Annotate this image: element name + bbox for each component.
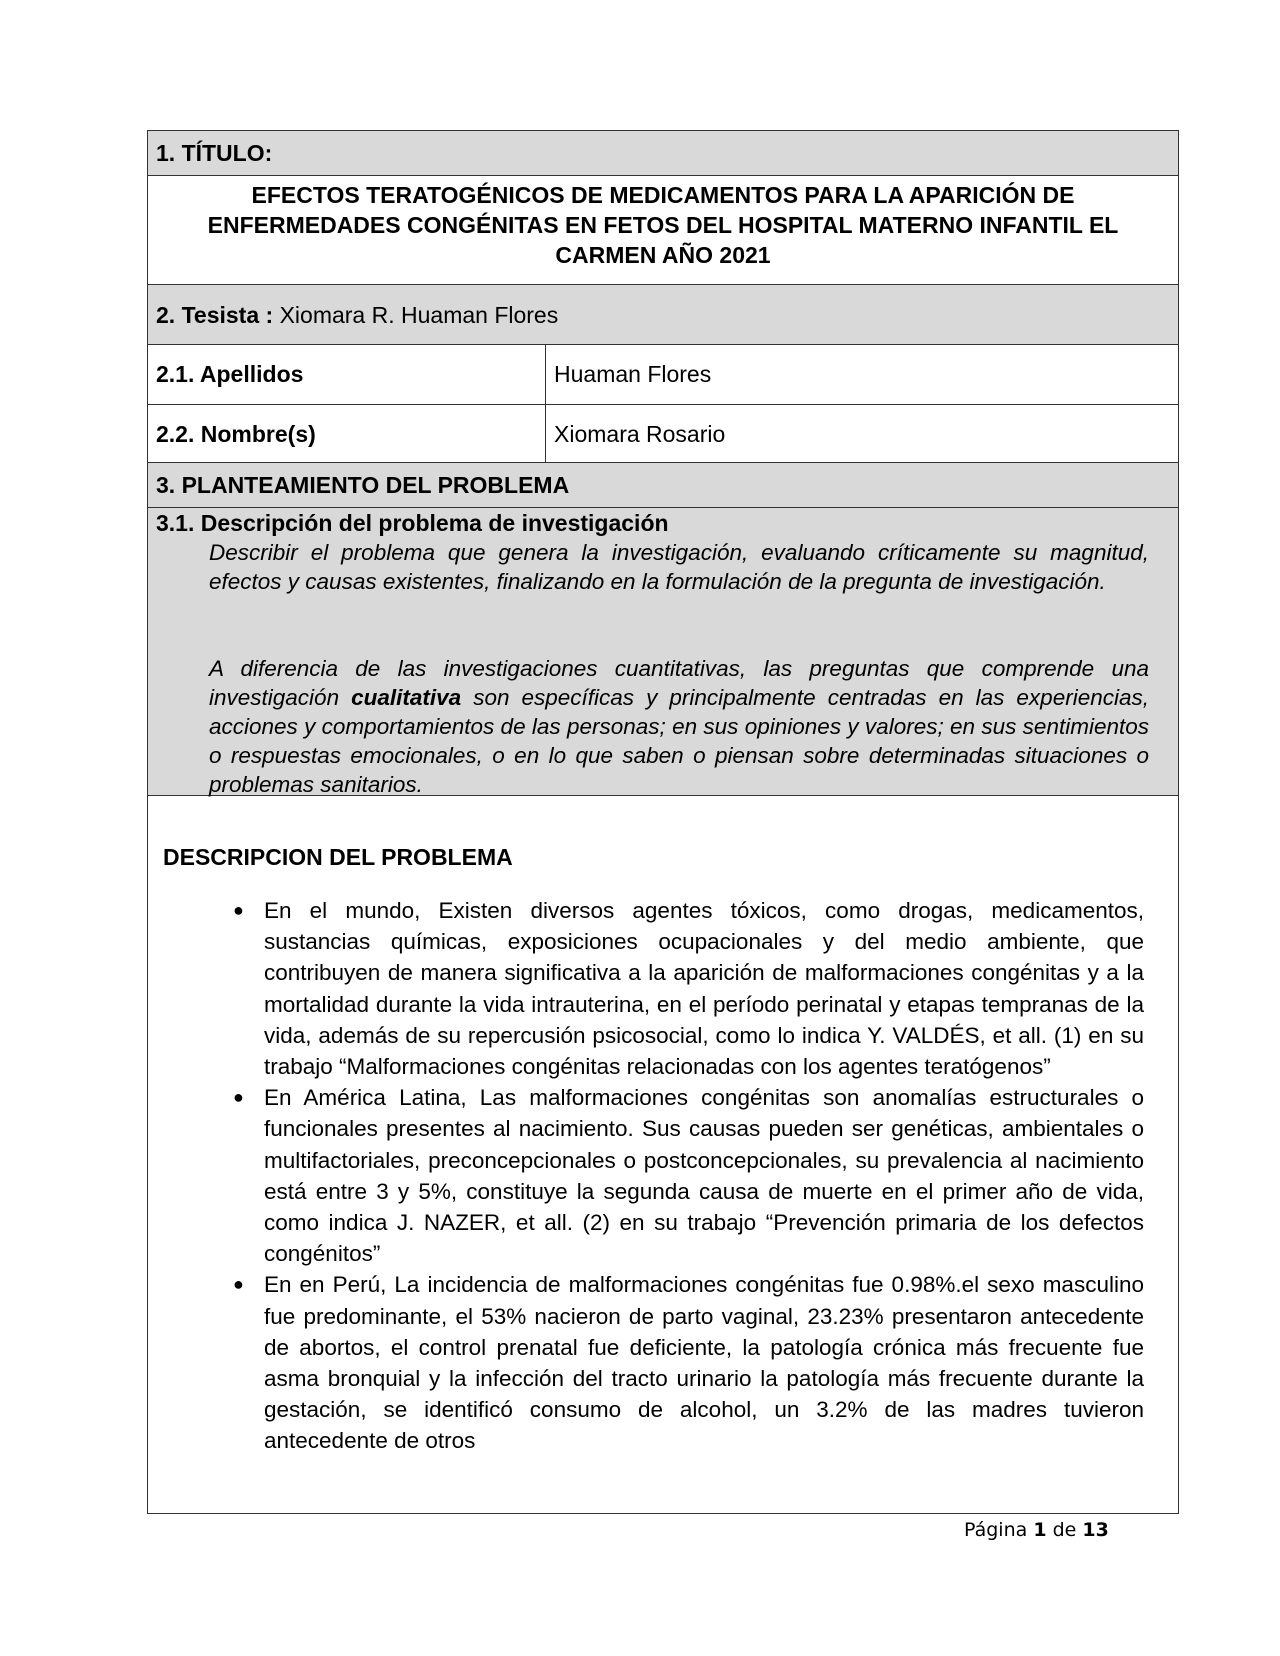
bullet-icon: ● (233, 1274, 244, 1295)
page-current: 1 (1033, 1519, 1047, 1541)
nombres-value-cell (546, 405, 1178, 462)
apellidos-value-cell (546, 345, 1178, 404)
tesista-line (156, 302, 558, 329)
tesista-row (148, 285, 1178, 345)
nombres-label-cell (148, 405, 546, 462)
instruction-2-end: son específicas y principalmente centradas en las experiencias, acciones y comportamientos de las personas; en sus opiniones y valores; en sus sentimientos o respuestas emocionales, o en lo que saben o piensan sobre determinadas situaciones o problemas sanitarios. (209, 685, 1149, 797)
descripcion-sub-label: 3.1. Descripción del problema de investigación (156, 510, 669, 536)
research-title: EFECTOS TERATOGÉNICOS DE MEDICAMENTOS PARA LA APARICIÓN DE ENFERMEDADES CONGÉNITAS EN FETOS DEL HOSPITAL MATERNO INFANTIL EL CARMEN AÑO 2021 (207, 182, 1119, 268)
apellidos-label-cell (148, 345, 546, 404)
instruction-2-bold: cualitativa (351, 685, 462, 710)
document-table (147, 130, 1179, 1514)
planteamiento-label: 3. PLANTEAMIENTO DEL PROBLEMA (156, 472, 570, 498)
list-item (233, 1269, 1144, 1456)
page-total: 13 (1082, 1519, 1109, 1541)
bullet-icon: ● (233, 900, 244, 920)
description-body (148, 796, 1178, 1514)
bullet-text: En América Latina, Las malformaciones congénitas son anomalías estructurales o funcionales presentes al nacimiento. Sus causas pueden ser genéticas, ambientales o multifactoriales, preconcepcionales o postconcepcionales, su prevalencia al nacimiento está entre 3 y 5%, constituye la segunda causa de muerte en el primer año de vida, como indica J. NAZER, et all. (2) en su trabajo “Prevención primaria de los defectos congénitos” (264, 1085, 1144, 1267)
descripcion-instructions-row (148, 508, 1178, 796)
instruction-2-start: A diferencia de las investigaciones cuantitativas, las preguntas que comprende una investigación (209, 656, 1149, 710)
nombres-label: 2.2. Nombre(s) (156, 421, 316, 447)
nombres-row (148, 405, 1178, 463)
page-word: Página (964, 1519, 1028, 1541)
list-item (233, 895, 1144, 1082)
title-label-row (148, 131, 1178, 176)
description-heading: DESCRIPCION DEL PROBLEMA (163, 844, 513, 870)
title-row (148, 176, 1178, 285)
bullet-icon: ● (233, 1087, 244, 1108)
tesista-label: 2. Tesista : (156, 302, 274, 328)
page-footer (964, 1519, 1109, 1541)
apellidos-label: 2.1. Apellidos (156, 361, 304, 387)
bullet-text: En el mundo, Existen diversos agentes tóxicos, como drogas, medicamentos, sustancias químicas, exposiciones ocupacionales y del medio ambiente, que contribuyen de manera significativa a la aparición de malformaciones congénitas y a la mortalidad durante la vida intrauterina, en el período perinatal y etapas tempranas de la vida, además de su repercusión psicosocial, como lo indica Y. VALDÉS, et all. (1) en su trabajo “Malformaciones congénitas relacionadas con los agentes teratógenos” (264, 898, 1144, 1080)
instruction-paragraph-1: Describir el problema que genera la investigación, evaluando críticamente su magnitud, efectos y causas existentes, finalizando en la formulación de la pregunta de investigación. (209, 540, 1149, 594)
nombres-value: Xiomara Rosario (554, 421, 726, 447)
bullet-text: En en Perú, La incidencia de malformaciones congénitas fue 0.98%.el sexo masculino fue predominante, el 53% nacieron de parto vaginal, 23.23% presentaron antecedente de abortos, el control prenatal fue deficiente, la patología crónica más frecuente fue asma bronquial y la infección del tracto urinario la patología más frecuente durante la gestación, se identificó consumo de alcohol, un 3.2% de las madres tuvieron antecedente de otros (264, 1272, 1144, 1454)
apellidos-value: Huaman Flores (554, 361, 712, 387)
page-of-word: de (1052, 1519, 1077, 1541)
description-bullet-list (233, 895, 1144, 1457)
list-item (233, 1082, 1144, 1269)
apellidos-row (148, 345, 1178, 405)
planteamiento-row (148, 463, 1178, 508)
title-label: 1. TÍTULO: (156, 140, 273, 166)
tesista-value: Xiomara R. Huaman Flores (279, 302, 559, 328)
instruction-paragraph-2 (209, 654, 1149, 799)
